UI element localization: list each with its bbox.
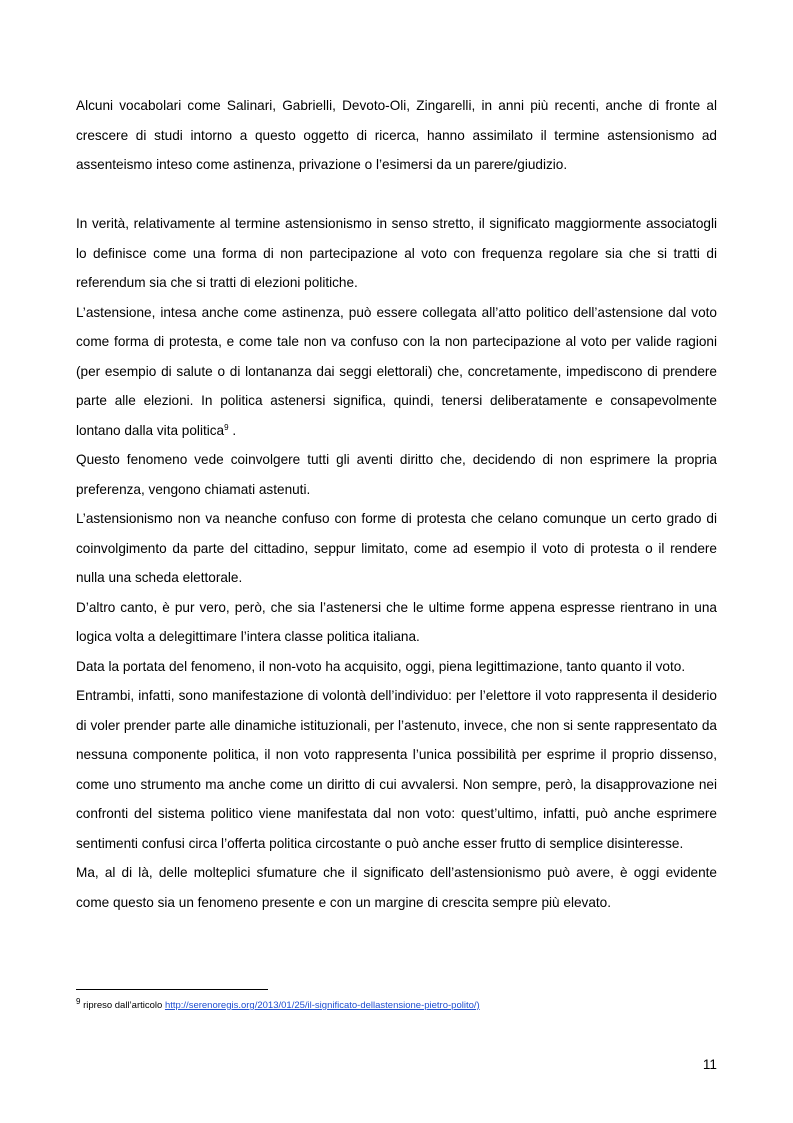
paragraph: Data la portata del fenomeno, il non-voto ha acquisito, oggi, piena legittimazione, tanto quanto il voto. bbox=[76, 658, 686, 674]
footnote-number: 9 bbox=[76, 997, 81, 1006]
paragraph-text: L’astensione, intesa anche come astinenza, può essere collegata all’atto politico dell’astensione dal voto come forma di protesta, e come tale non va confuso con la non partecipazione al voto per valide ragioni (per esempio di salute o di lontananza dai seggi elettorali) che, concretamente, impediscono di prendere parte alle elezioni. In politica astenersi significa, quindi, tenersi deliberatamente e consapevolmente lontano dalla vita politica bbox=[76, 304, 717, 438]
paragraph bbox=[76, 298, 717, 446]
paragraph: Entrambi, infatti, sono manifestazione di volontà dell’individuo: per l’elettore il voto rappresenta il desiderio di voler prender parte alle dinamiche istituzionali, per l’astenuto, invece, che non si sente rappresentato da nessuna componente politica, il non voto rappresenta l’unica possibilità per esprime il proprio dissenso, come uno strumento ma anche come un diritto di cui avvalersi. Non sempre, però, la disapprovazione nei confronti del sistema politico viene manifestata dal non voto: quest’ultimo, infatti, può anche esprimere sentimenti confusi circa l’offerta politica circostante o può anche esser frutto di semplice disinteresse. bbox=[76, 688, 717, 851]
paragraph: L’astensionismo non va neanche confuso con forme di protesta che celano comunque un certo grado di coinvolgimento da parte del cittadino, seppur limitato, come ad esempio il voto di protesta o il rendere nulla una scheda elettorale. bbox=[76, 511, 717, 585]
paragraph: Ma, al di là, delle molteplici sfumature che il significato dell’astensionismo può avere, è oggi evidente come questo sia un fenomeno presente e con un margine di crescita sempre più elevato. bbox=[76, 865, 717, 910]
footnote-separator bbox=[76, 989, 268, 990]
paragraph: Questo fenomeno vede coinvolgere tutti gli aventi diritto che, decidendo di non esprimere la propria preferenza, vengono chiamati astenuti. bbox=[76, 452, 717, 497]
page-number: 11 bbox=[702, 1057, 717, 1072]
footnote-link[interactable]: http://serenoregis.org/2013/01/25/il-significato-dellastensione-pietro-polito/) bbox=[164, 1000, 480, 1011]
body-text bbox=[76, 91, 717, 917]
paragraph-trailing-punctuation: . bbox=[228, 422, 237, 438]
paragraph: In verità, relativamente al termine astensionismo in senso stretto, il significato maggiormente associatogli lo definisce come una forma di non partecipazione al voto con frequenza regolare sia che si tratti di referendum sia che si tratti di elezioni politiche. bbox=[76, 216, 717, 290]
footnote-text: ripreso dall’articolo bbox=[80, 1000, 165, 1011]
paragraph: D’altro canto, è pur vero, però, che sia l’astenersi che le ultime forme appena espresse rientrano in una logica volta a delegittimare l’intera classe politica italiana. bbox=[76, 599, 717, 644]
paragraph: Alcuni vocabolari come Salinari, Gabrielli, Devoto-Oli, Zingarelli, in anni più recenti, anche di fronte al crescere di studi intorno a questo oggetto di ricerca, hanno assimilato il termine astensionismo ad assenteismo inteso come astinenza, privazione o l’esimersi da un parere/giudizio. bbox=[76, 98, 717, 172]
footnote-reference[interactable]: 9 bbox=[224, 422, 229, 432]
footnote bbox=[76, 998, 717, 1014]
